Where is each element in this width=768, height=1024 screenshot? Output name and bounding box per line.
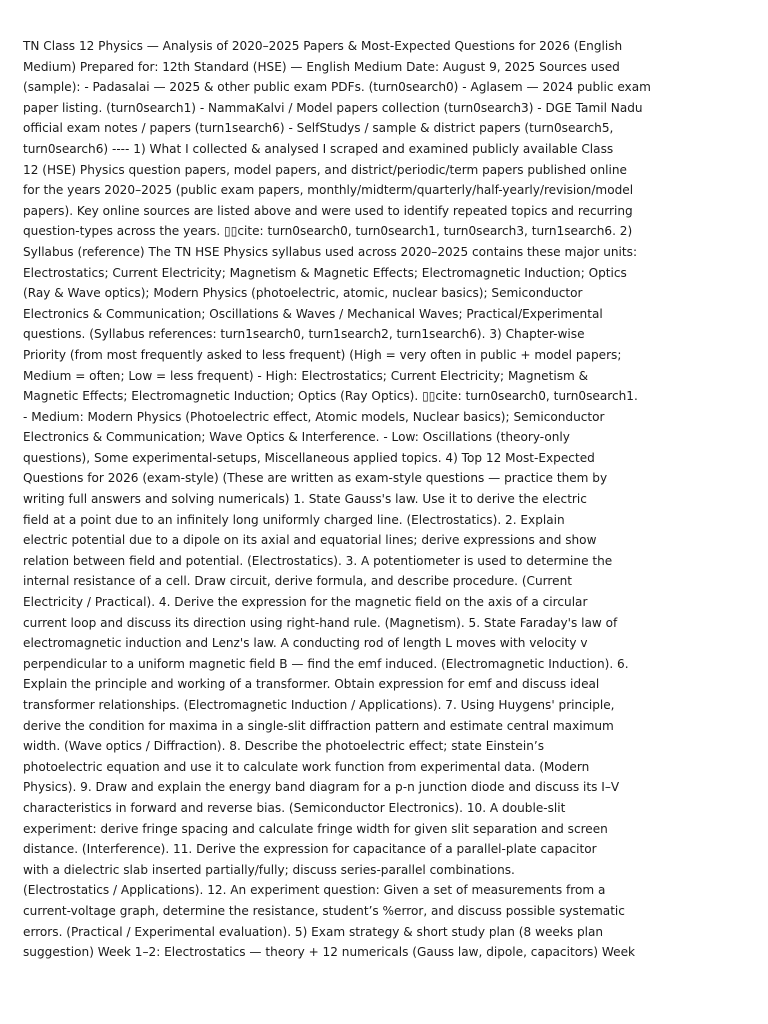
text-line: transformer relationships. (Electromagnetic Induction / Applications). 7. Using Huygens' principle, — [23, 698, 615, 712]
text-line: paper listing. (turn0search1) - NammaKalvi / Model papers collection (turn0search3) - DGE Tamil Nadu — [23, 100, 643, 115]
text-line: electric potential due to a dipole on its axial and equatorial lines; derive expressions and show — [23, 533, 597, 548]
text-line: Electricity / Practical). 4. Derive the expression for the magnetic field on the axis of a circular — [23, 595, 588, 610]
text-line: (Electrostatics / Applications). 12. An experiment question: Given a set of measurements from a — [23, 883, 606, 898]
text-line: Medium) Prepared for: 12th Standard (HSE) — English Medium Date: August 9, 2025 Sources used — [23, 59, 620, 74]
text-line: relation between field and potential. (Electrostatics). 3. A potentiometer is used to determine the — [23, 553, 613, 568]
text-line: Physics). 9. Draw and explain the energy band diagram for a p-n junction diode and discuss its I–V — [23, 780, 620, 795]
text-line: derive the condition for maxima in a single-slit diffraction pattern and estimate central maximum — [23, 718, 614, 733]
text-line: 12 (HSE) Physics question papers, model papers, and district/periodic/term papers published online — [23, 162, 627, 177]
text-line: electromagnetic induction and Lenz's law. A conducting rod of length L moves with velocity v — [23, 636, 588, 651]
text-line: question-types across the years. ▯▯cite: turn0search0, turn0search1, turn0search3, turn1search6. 2) — [23, 224, 633, 239]
document-body — [23, 36, 723, 963]
text-line: (sample): - Padasalai — 2025 & other public exam PDFs. (turn0search0) - Aglasem — 2024 public exam — [23, 80, 651, 95]
text-line: Explain the principle and working of a transformer. Obtain expression for emf and discuss ideal — [23, 677, 600, 692]
text-line: current loop and discuss its direction using right-hand rule. (Magnetism). 5. State Faraday's law of — [23, 615, 618, 630]
text-line: distance. (Interference). 11. Derive the expression for capacitance of a parallel-plate capacitor — [23, 842, 597, 857]
text-line: papers). Key online sources are listed above and were used to identify repeated topics and recurring — [23, 203, 633, 218]
text-line: Medium = often; Low = less frequent) - High: Electrostatics; Current Electricity; Magnetism & — [23, 368, 589, 383]
text-line: questions), Some experimental-setups, Miscellaneous applied topics. 4) Top 12 Most-Expected — [23, 450, 595, 465]
text-line: suggestion) Week 1–2: Electrostatics — theory + 12 numericals (Gauss law, dipole, capacitors) Week — [23, 945, 636, 960]
text-line: Syllabus (reference) The TN HSE Physics syllabus used across 2020–2025 contains these major units: — [23, 244, 638, 259]
text-line: photoelectric equation and use it to calculate work function from experimental data. (Modern — [23, 759, 590, 774]
text-line: Priority (from most frequently asked to less frequent) (High = very often in public + model papers; — [23, 347, 622, 362]
text-line: turn0search6) ---- 1) What I collected & analysed I scraped and examined publicly available Class — [23, 141, 614, 156]
text-line: current-voltage graph, determine the resistance, student’s %error, and discuss possible systematic — [23, 903, 625, 918]
text-line: perpendicular to a uniform magnetic field B — find the emf induced. (Electromagnetic Induction). 6. — [23, 656, 629, 671]
text-line: field at a point due to an infinitely long uniformly charged line. (Electrostatics). 2. Explain — [23, 512, 565, 527]
text-line: with a dielectric slab inserted partially/fully; discuss series-parallel combinations. — [23, 862, 515, 877]
text-line: questions. (Syllabus references: turn1search0, turn1search2, turn1search6). 3) Chapter-wise — [23, 327, 585, 342]
text-line: experiment: derive fringe spacing and calculate fringe width for given slit separation and screen — [23, 821, 608, 836]
text-line: official exam notes / papers (turn1search6) - SelfStudys / sample & district papers (turn0search5, — [23, 121, 614, 136]
text-line: Electronics & Communication; Wave Optics & Interference. - Low: Oscillations (theory-only — [23, 430, 570, 445]
text-line: TN Class 12 Physics — Analysis of 2020–2025 Papers & Most-Expected Questions for 2026 (English — [23, 39, 623, 53]
text-line: errors. (Practical / Experimental evaluation). 5) Exam strategy & short study plan (8 weeks plan — [23, 924, 604, 939]
text-line: for the years 2020–2025 (public exam papers, monthly/midterm/quarterly/half-yearly/revision/model — [23, 183, 634, 198]
text-line: Magnetic Effects; Electromagnetic Induction; Optics (Ray Optics). ▯▯cite: turn0search0, turn0search1. — [23, 389, 638, 404]
text-line: Questions for 2026 (exam-style) (These are written as exam-style questions — practice them by — [23, 471, 608, 486]
text-line: writing full answers and solving numericals) 1. State Gauss's law. Use it to derive the electric — [23, 492, 587, 507]
text-line: Electrostatics; Current Electricity; Magnetism & Magnetic Effects; Electromagnetic Induction; Optics — [23, 265, 627, 280]
text-line: internal resistance of a cell. Draw circuit, derive formula, and describe procedure. (Current — [23, 574, 572, 589]
text-line: characteristics in forward and reverse bias. (Semiconductor Electronics). 10. A double-slit — [23, 800, 566, 815]
text-line: width. (Wave optics / Diffraction). 8. Describe the photoelectric effect; state Einstein’s — [23, 739, 545, 754]
text-line: (Ray & Wave optics); Modern Physics (photoelectric, atomic, nuclear basics); Semiconductor — [23, 286, 583, 301]
text-line: - Medium: Modern Physics (Photoelectric effect, Atomic models, Nuclear basics); Semiconductor — [23, 409, 605, 424]
text-line: Electronics & Communication; Oscillations & Waves / Mechanical Waves; Practical/Experimental — [23, 306, 603, 321]
